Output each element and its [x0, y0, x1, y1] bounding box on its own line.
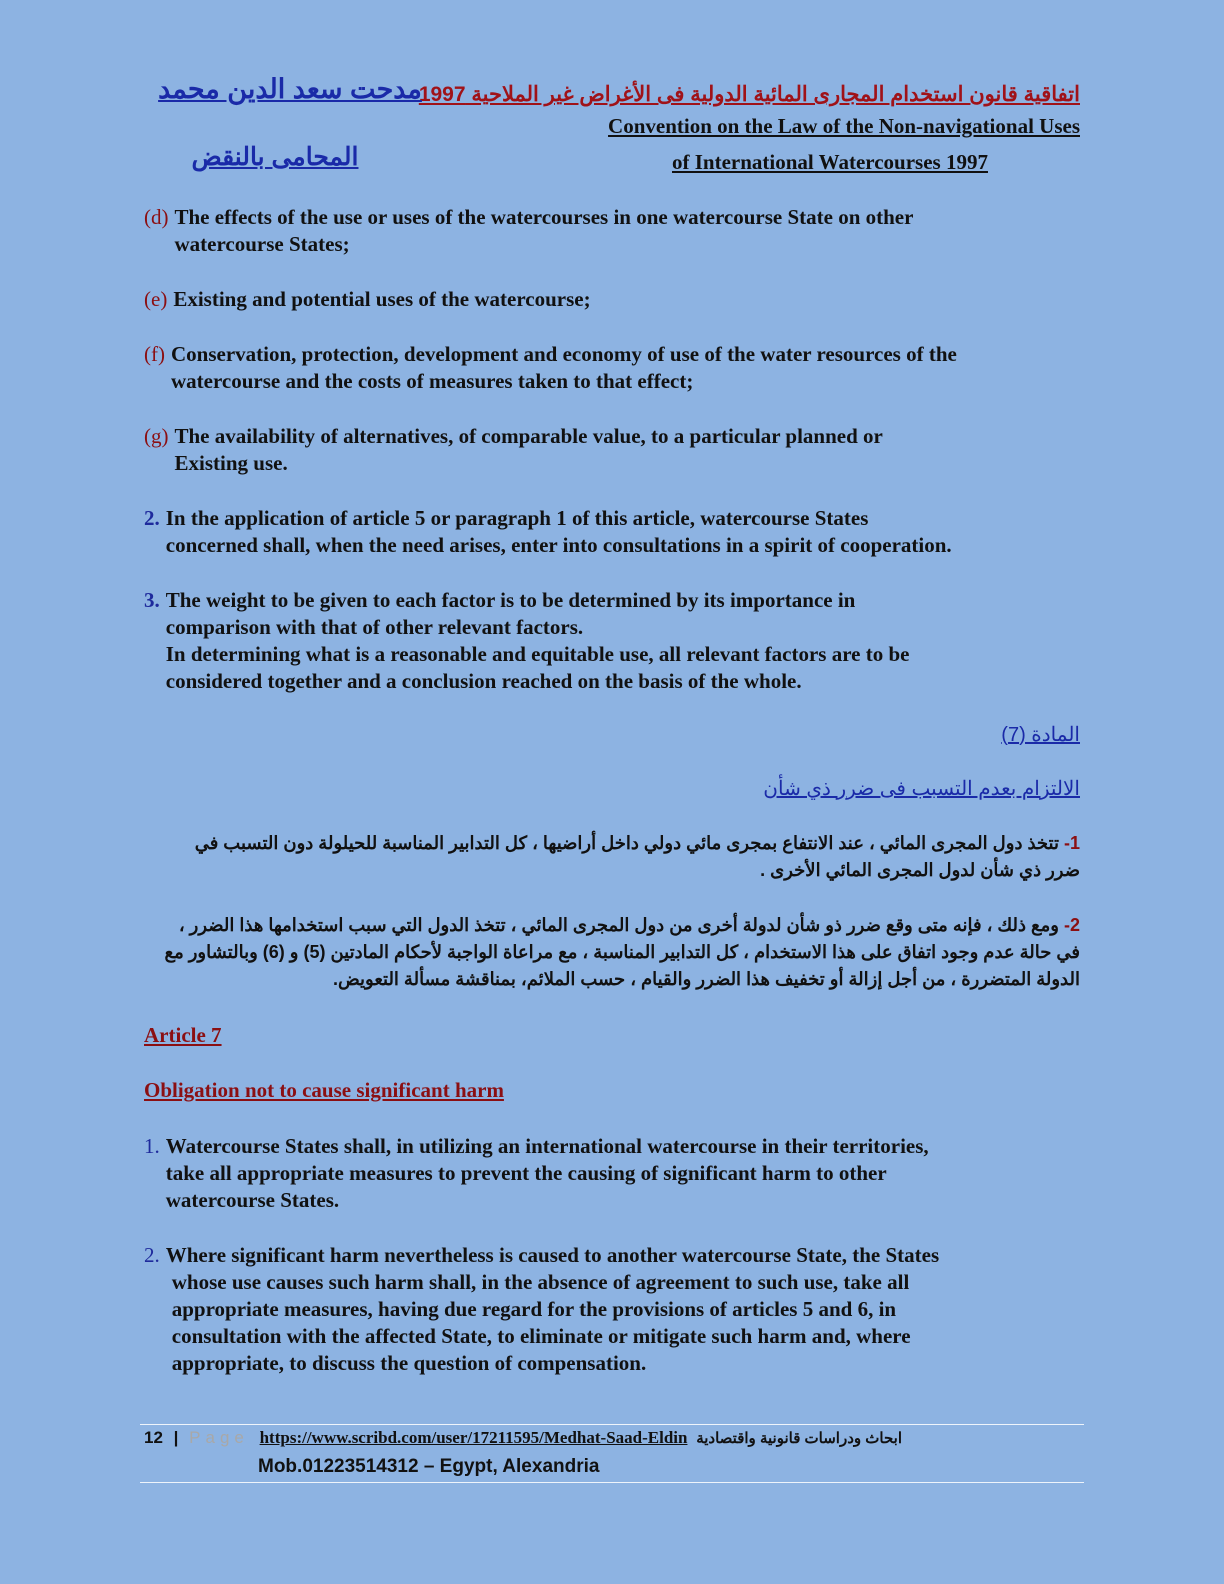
- arabic-paragraph-number: 2-: [1063, 915, 1080, 935]
- list-item-3: [144, 587, 1084, 695]
- header-english-title-line1: Convention on the Law of the Non-navigational Uses: [608, 114, 1080, 138]
- item-line: watercourse States.: [165, 1188, 340, 1212]
- item-line: The effects of the use or uses of the watercourses in one watercourse State on other: [174, 205, 914, 229]
- item-line: considered together and a conclusion reached on the basis of the whole.: [165, 669, 802, 693]
- item-line: In the application of article 5 or paragraph 1 of this article, watercourse States: [165, 506, 869, 530]
- item-line: Existing and potential uses of the watercourse;: [173, 287, 591, 311]
- item-line: Conservation, protection, development and economy of use of the water resources of the: [170, 342, 957, 366]
- arabic-article-subheading: الالتزام بعدم التسبب فى ضرر ذي شأن: [763, 778, 1080, 800]
- item-label: (d): [144, 205, 169, 229]
- header-english-title-line2: of International Watercourses 1997: [672, 150, 988, 174]
- header-arabic-title: اتفاقية قانون استخدام المجارى المائية الدولية فى الأغراض غير الملاحية 1997: [418, 83, 1080, 106]
- item-line: In determining what is a reasonable and equitable use, all relevant factors are to be: [165, 642, 910, 666]
- item-line: comparison with that of other relevant factors.: [165, 615, 584, 639]
- arabic-article-heading: المادة (7): [1001, 724, 1080, 746]
- item-number: 2.: [144, 1243, 160, 1267]
- arabic-paragraph-text: تتخذ دول المجرى المائي ، عند الانتفاع بمجرى مائي دولي داخل أراضيها ، كل التدابير المناسبة للحيلولة دون التسبب في ضرر ذي شأن لدول المجرى المائي الأخرى .: [194, 833, 1080, 880]
- item-line: The availability of alternatives, of comparable value, to a particular planned or: [174, 424, 883, 448]
- item-label: (e): [144, 287, 168, 311]
- page-word: Page: [189, 1428, 249, 1447]
- arabic-paragraph-text: ومع ذلك ، فإنه متى وقع ضرر ذو شأن لدولة أخرى من دول المجرى المائي ، تتخذ الدول التي سبب استخدامها هذا الضرر ، في حالة عدم وجود اتفاق على هذا الاستخدام ، كل التدابير المناسبة ، مع مراعاة الواجبة لأحكام المادتين (5) و (6) وبالتشاور مع الدولة المتضررة ، من أجل إزالة أو تخفيف هذا الضرر والقيام ، حسب الملائم، بمناقشة مسألة التعويض.: [164, 915, 1080, 989]
- footer-separator: |: [173, 1428, 179, 1447]
- arabic-paragraph-1: [160, 830, 1080, 884]
- item-line: Watercourse States shall, in utilizing an international watercourse in their territories,: [165, 1134, 929, 1158]
- footer-bottom-divider: [140, 1482, 1084, 1483]
- list-item-2: [144, 505, 1084, 559]
- footer-page-line: [144, 1428, 1084, 1448]
- list-item-g: [144, 423, 1084, 477]
- item-line: Existing use.: [174, 451, 288, 475]
- item-line: concerned shall, when the need arises, enter into consultations in a spirit of cooperation.: [165, 533, 952, 557]
- item-line: appropriate measures, having due regard for the provisions of articles 5 and 6, in: [171, 1297, 897, 1321]
- item-line: Where significant harm nevertheless is caused to another watercourse State, the States: [165, 1243, 940, 1267]
- article-item-2: [144, 1242, 1084, 1377]
- author-name: مدحت سعد الدين محمد: [158, 74, 422, 104]
- page-number: 12: [144, 1428, 163, 1447]
- article-heading: Article 7: [144, 1023, 222, 1047]
- item-label: (f): [144, 342, 165, 366]
- item-number: 2.: [144, 506, 160, 530]
- arabic-paragraph-2: [160, 912, 1080, 993]
- article-item-1: [144, 1133, 1084, 1214]
- list-item-f: [144, 341, 1084, 395]
- arabic-paragraph-number: 1-: [1063, 833, 1080, 853]
- item-line: watercourse States;: [174, 232, 350, 256]
- footer-top-divider: [140, 1424, 1084, 1425]
- item-line: consultation with the affected State, to eliminate or mitigate such harm and, where: [171, 1324, 911, 1348]
- item-line: whose use causes such harm shall, in the absence of agreement to such use, take all: [171, 1270, 910, 1294]
- list-item-d: [144, 204, 1084, 258]
- item-number: 1.: [144, 1134, 160, 1158]
- item-line: watercourse and the costs of measures taken to that effect;: [170, 369, 694, 393]
- item-line: take all appropriate measures to prevent the causing of significant harm to other: [165, 1161, 887, 1185]
- list-item-e: [144, 286, 1084, 313]
- footer-contact: Mob.01223514312 – Egypt, Alexandria: [258, 1456, 600, 1477]
- item-line: appropriate, to discuss the question of compensation.: [171, 1351, 647, 1375]
- footer-arabic-tag: ابحاث ودراسات قانونية واقتصادية: [696, 1430, 903, 1447]
- article-subheading: Obligation not to cause significant harm: [144, 1078, 504, 1102]
- item-label: (g): [144, 424, 169, 448]
- author-title: المحامى بالنقض: [191, 143, 359, 171]
- scribd-profile-link[interactable]: https://www.scribd.com/user/17211595/Medhat-Saad-Eldin: [259, 1428, 688, 1447]
- item-number: 3.: [144, 588, 160, 612]
- item-line: The weight to be given to each factor is to be determined by its importance in: [165, 588, 856, 612]
